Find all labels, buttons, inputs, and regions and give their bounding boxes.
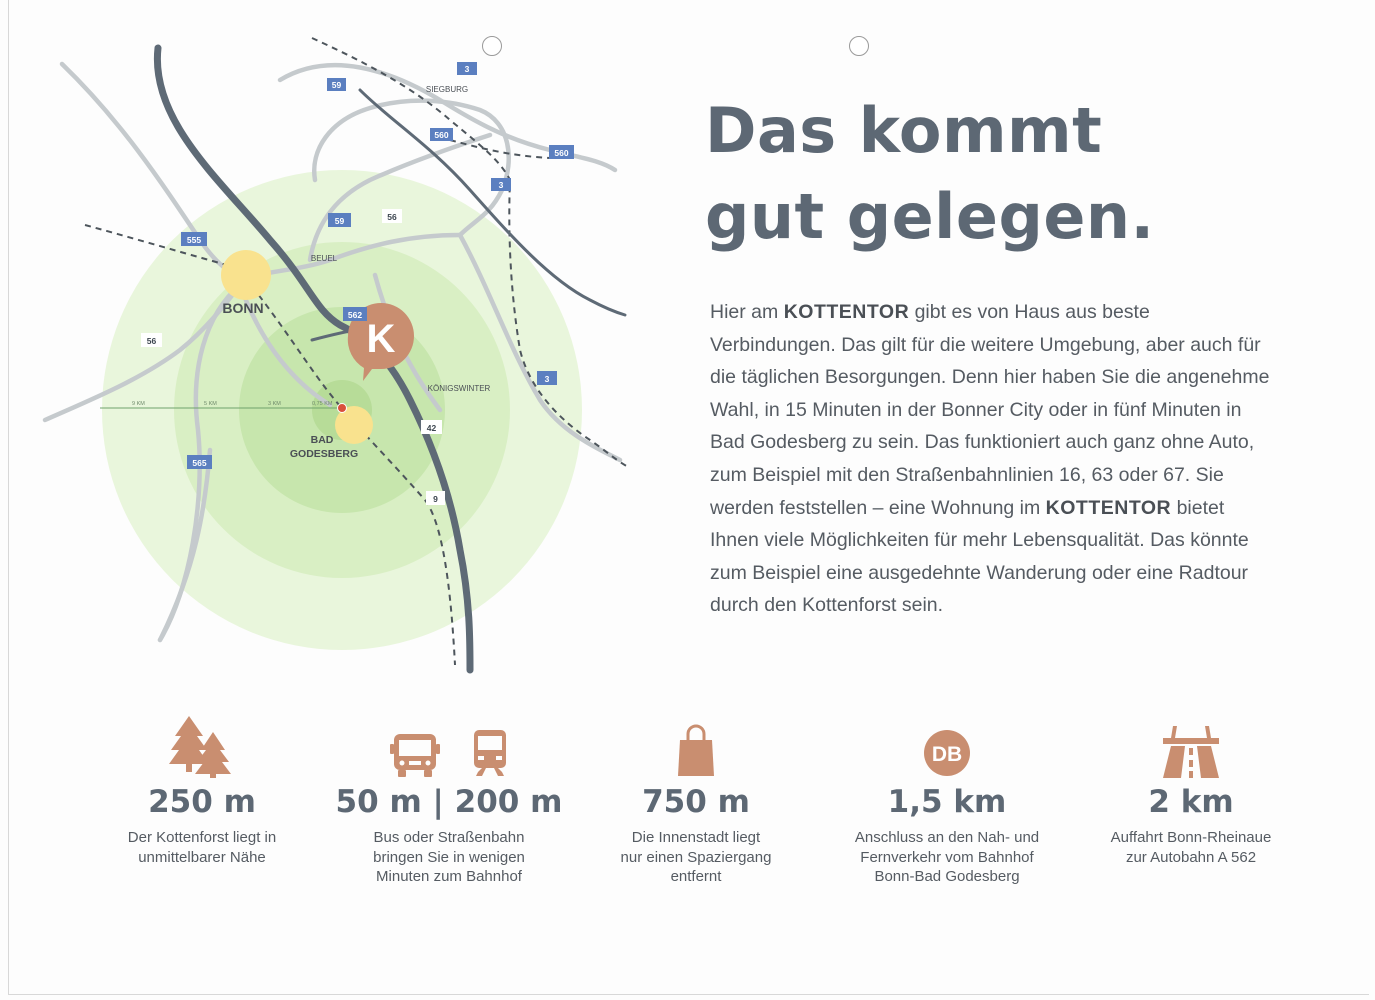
- route-badge-blue: [549, 145, 574, 159]
- fact-description: Anschluss an den Nah- und Fernverkehr vom Bahnhof Bonn-Bad Godesberg: [854, 829, 1040, 885]
- svg-text:3: 3: [544, 374, 550, 384]
- route-badge-blue: [328, 213, 351, 227]
- marker-letter: K: [366, 317, 396, 361]
- place-siegburg: SIEGBURG: [425, 85, 469, 94]
- shopping-bag-icon: [676, 724, 716, 778]
- body-text-part: Hier am: [710, 301, 784, 323]
- svg-text:59: 59: [331, 80, 342, 90]
- route-badge-white: [426, 491, 445, 505]
- fact-description: Bus oder Straßenbahn bringen Sie in wenigen Minuten zum Bahnhof: [373, 829, 525, 885]
- fact-value: 750 m: [642, 784, 750, 820]
- trees-icon: [167, 714, 237, 778]
- motorway-icon: [1161, 724, 1221, 778]
- body-paragraph: [710, 296, 1270, 622]
- svg-text:42: 42: [426, 423, 437, 433]
- scale-label: 9 KM: [132, 401, 145, 407]
- place-bonn: BONN: [222, 300, 264, 316]
- place-godesberg: GODESBERG: [289, 448, 359, 460]
- fact-icon-wrap: [1061, 700, 1321, 778]
- place-koenigswinter: KÖNIGSWINTER: [427, 384, 491, 393]
- location-map: [30, 30, 650, 690]
- route-badge-blue: [537, 371, 557, 385]
- fact-icon-wrap: [72, 700, 332, 778]
- fact-value: 250 m: [148, 784, 256, 820]
- scale-label: 0,75 KM: [312, 401, 333, 407]
- town-bonn: [221, 250, 271, 300]
- route-badge-blue: [327, 78, 346, 91]
- route-badge-white: [141, 333, 162, 347]
- route-badge-blue: [343, 307, 367, 321]
- route-badge-white: [421, 420, 442, 434]
- fact-icon-wrap: [566, 700, 826, 778]
- scale-label: 3 KM: [268, 401, 281, 407]
- route-badge-blue: [491, 178, 511, 191]
- brand-name: KOTTENTOR: [1045, 496, 1172, 519]
- fact-transit: [319, 700, 579, 887]
- svg-text:3: 3: [498, 180, 504, 190]
- body-text-part: bietet Ihnen viele Möglichkeiten für mehr Lebensqualität. Das könnte zum Beispiel eine ausgedehnte Wanderung oder eine Radtour durch den Kottenforst sein.: [710, 496, 1249, 617]
- fact-forest: [72, 700, 332, 867]
- fact-description: Die Innenstadt liegt nur einen Spaziergang entfernt: [620, 829, 772, 885]
- svg-text:565: 565: [192, 458, 207, 468]
- fact-train-station: [817, 700, 1077, 887]
- punch-hole-right: [849, 36, 869, 56]
- svg-text:9: 9: [433, 494, 438, 504]
- db-logo-icon: [922, 728, 972, 778]
- fact-city-centre: [566, 700, 826, 887]
- fact-value: 1,5 km: [887, 784, 1007, 820]
- svg-text:560: 560: [554, 148, 569, 158]
- fact-value: 50 m | 200 m: [335, 784, 563, 820]
- svg-text:3: 3: [464, 64, 470, 74]
- fact-description: Auffahrt Bonn-Rheinaue zur Autobahn A 562: [1110, 829, 1272, 866]
- fact-icon-wrap: [319, 700, 579, 778]
- fact-value: 2 km: [1148, 784, 1234, 820]
- svg-text:56: 56: [387, 212, 397, 222]
- fact-icon-wrap: [817, 700, 1077, 778]
- svg-text:560: 560: [434, 130, 449, 140]
- svg-text:56: 56: [146, 336, 157, 346]
- db-logo-text: DB: [931, 743, 963, 766]
- svg-text:562: 562: [347, 310, 363, 320]
- location-dot: [338, 404, 347, 413]
- facts-row: [0, 700, 1375, 900]
- tram-icon: [472, 728, 508, 778]
- route-badge-blue: [430, 128, 453, 141]
- svg-text:59: 59: [334, 216, 345, 226]
- place-beuel: BEUEL: [310, 254, 338, 263]
- body-text-part: gibt es von Haus aus beste Verbindungen. Das gilt für die weitere Umgebung, aber auch für die täglichen Besorgungen. Denn hier haben Sie die angenehme Wahl, in 15 Minuten in der Bonner City oder in fünf Minuten in Bad Godesberg zu sein. Das funktioniert auch ganz ohne Auto, zum Beispiel mit den Straßenbahnlinien 16, 63 oder 67. Sie werden feststellen – eine Wohnung im: [710, 301, 1270, 519]
- bus-icon: [390, 732, 440, 778]
- svg-text:555: 555: [186, 235, 202, 245]
- brand-name: KOTTENTOR: [783, 301, 910, 323]
- route-badge-white: [382, 209, 402, 223]
- fact-description: Der Kottenforst liegt in unmittelbarer Nähe: [127, 829, 277, 866]
- route-badge-blue: [187, 455, 212, 469]
- route-badge-blue: [181, 232, 207, 246]
- scale-label: 5 KM: [204, 401, 217, 407]
- place-bad: BAD: [310, 434, 334, 446]
- fact-motorway: [1061, 700, 1321, 867]
- headline: [705, 88, 1155, 260]
- headline-line-1: Das kommt: [705, 94, 1103, 167]
- route-badge-blue: [457, 62, 477, 75]
- headline-line-2: gut gelegen.: [705, 180, 1155, 253]
